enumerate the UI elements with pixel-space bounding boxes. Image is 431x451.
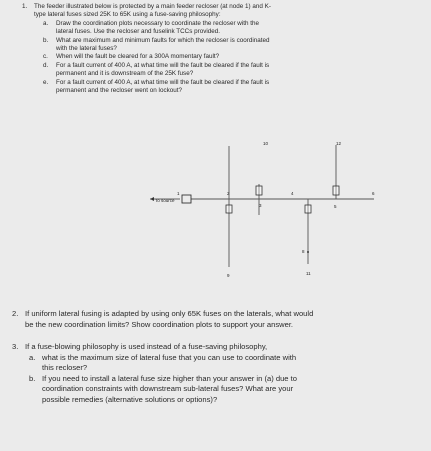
subquestion-text: If you need to install a lateral fuse size higher than your answer in (a) due to	[42, 373, 297, 383]
fuse-symbol	[305, 205, 311, 213]
node-label-3: 3	[259, 203, 262, 208]
question-number: 3.	[12, 342, 19, 351]
subquestion-b	[34, 37, 422, 54]
node-label-11: 11	[306, 271, 311, 276]
subquestion-letter: b.	[29, 373, 36, 383]
node-label-6: 6	[372, 191, 375, 196]
fuse-symbol	[333, 186, 339, 195]
subquestion-d	[34, 62, 422, 79]
subquestion-text: what is the maximum size of lateral fuse that you can use to coordinate with	[42, 352, 297, 362]
question-text: The feeder illustrated below is protected by a main feeder recloser (at node 1) and K-	[34, 3, 271, 10]
subquestion-b	[12, 374, 420, 406]
question-1	[22, 3, 422, 95]
subquestion-text: For a fault current of 400 A, at what time will the fault be cleared if the fault is	[56, 61, 270, 69]
subquestion-text: possible remedies (alternative solutions or options)?	[42, 394, 218, 404]
source-arrowhead	[150, 197, 154, 201]
subquestion-letter: a.	[43, 19, 49, 27]
node-label-8: 8	[302, 249, 305, 254]
subquestion-text: What are maximum and minimum faults for which the recloser is coordinated	[56, 36, 270, 44]
subquestion-text: Draw the coordination plots necessary to coordinate the recloser with the	[56, 19, 260, 27]
node-label-9: 9	[227, 273, 230, 278]
subquestion-letter: c.	[43, 53, 48, 61]
node-label-2: 2	[227, 191, 230, 196]
node-label-4: 4	[291, 191, 294, 196]
subquestion-text: When will the fault be cleared for a 300A momentary fault?	[56, 53, 220, 61]
question-number: 1.	[22, 3, 28, 10]
subquestion-e	[34, 79, 422, 96]
subquestion-a	[34, 20, 422, 37]
subquestion-letter: d.	[43, 61, 49, 69]
fuse-symbol	[256, 186, 262, 195]
subquestion-a	[12, 353, 420, 374]
node-label-5: 5	[334, 204, 337, 209]
subquestion-text: permanent and the recloser went on lockout?	[56, 87, 183, 95]
subquestion-text: coordination constraints with downstream sub-lateral fuses? What are your	[42, 384, 294, 393]
subquestion-text: For a fault current of 400 A, at what time will the fault be cleared if the fault is	[56, 78, 270, 86]
recloser-box	[182, 195, 191, 203]
subquestion-letter: b.	[43, 36, 49, 44]
fuse-symbol	[226, 205, 232, 213]
subquestion-text: lateral fuses. Use the recloser and fuselink TCCs provided.	[56, 28, 221, 36]
subquestion-text: permanent and it is downstream of the 25K fuse?	[56, 70, 194, 78]
question-number: 2.	[12, 309, 19, 318]
question-text: If uniform lateral fusing is adapted by using only 65K fuses on the laterals, what would	[25, 309, 314, 318]
question-text: If a fuse-blowing philosophy is used instead of a fuse-saving philosophy,	[25, 342, 268, 351]
node-label-10: 10	[263, 141, 269, 146]
subquestion-text: with the lateral fuses?	[56, 45, 117, 53]
subquestion-letter: e.	[43, 78, 49, 86]
question-text: type lateral fuses sized 25K to 65K using a fuse-saving philosophy:	[34, 11, 221, 19]
node-dot	[307, 251, 309, 253]
subquestion-c	[34, 53, 422, 61]
question-text: be the new coordination limits? Show coordination plots to support your answer.	[25, 319, 294, 329]
subquestion-letter: a.	[29, 352, 36, 362]
source-label: To source	[155, 198, 175, 203]
question-2	[12, 309, 420, 330]
node-label-12: 12	[336, 141, 342, 146]
subquestion-text: this recloser?	[42, 363, 88, 372]
node-label-1: 1	[177, 191, 180, 196]
question-3	[12, 342, 420, 405]
